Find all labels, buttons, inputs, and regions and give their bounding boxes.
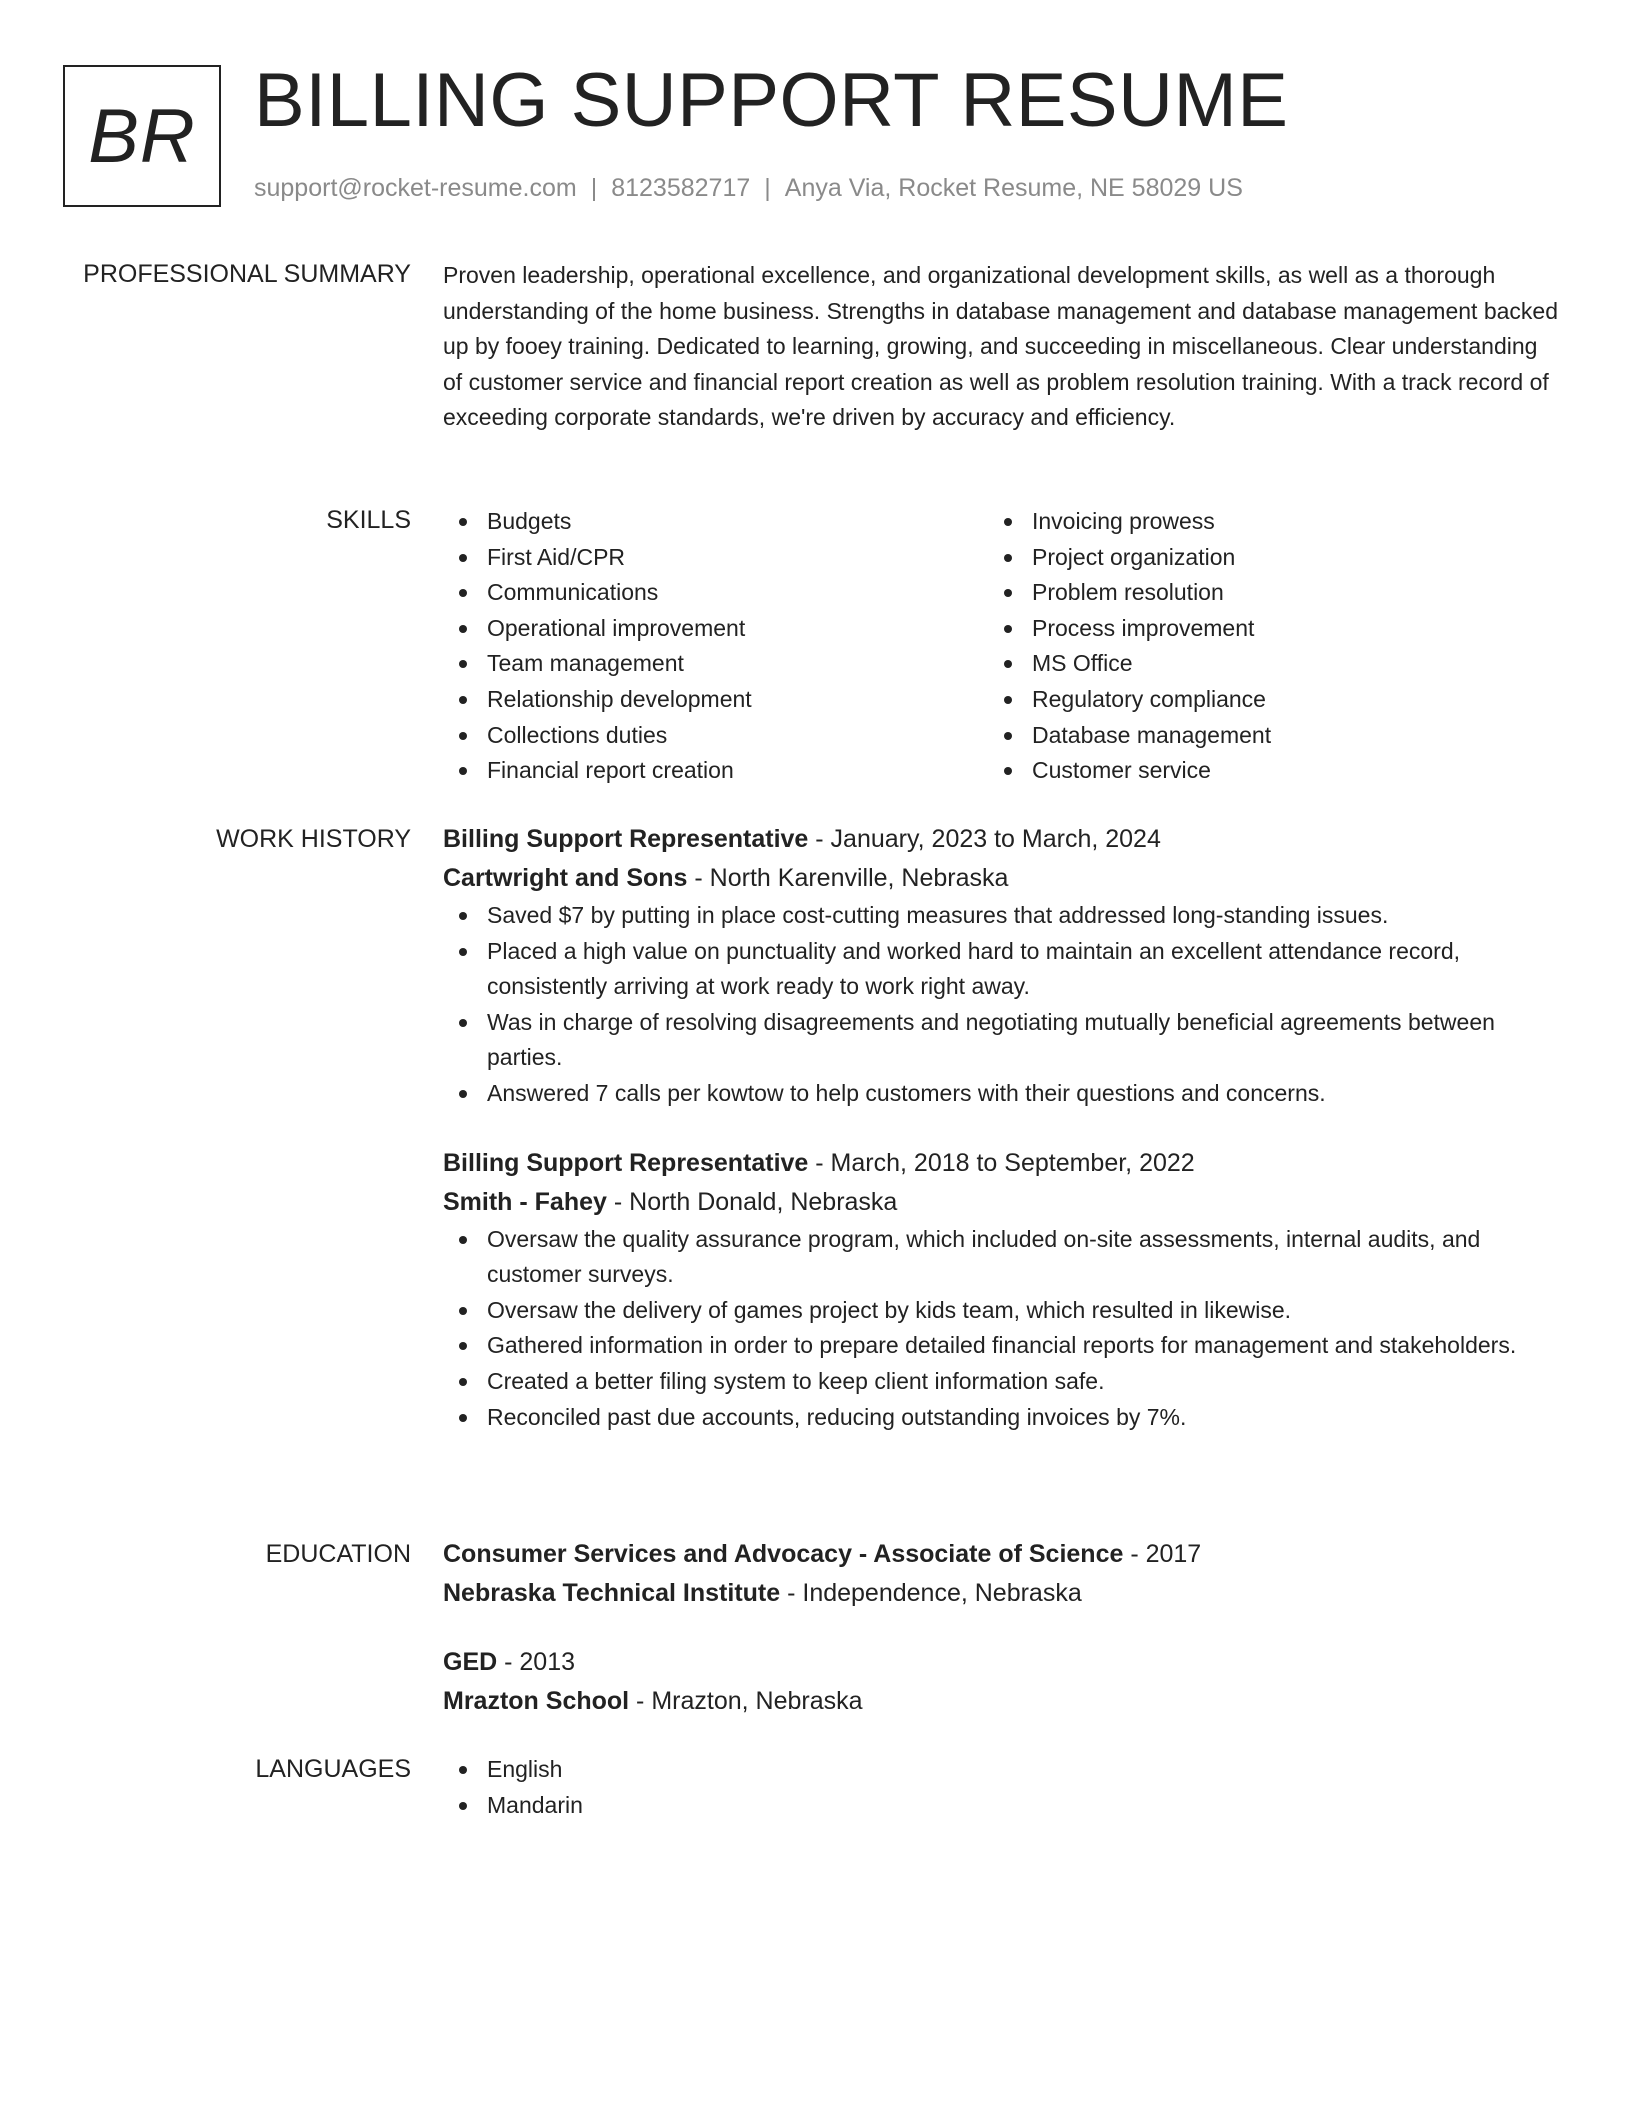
job-duties-list xyxy=(443,898,1558,1112)
school-line xyxy=(443,1682,1558,1721)
job-location: - North Donald, Nebraska xyxy=(606,1187,898,1216)
job-title-line xyxy=(443,1144,1558,1183)
work-history-body xyxy=(443,820,1558,1435)
contact-separator: | xyxy=(764,174,771,202)
school-location: - Mrazton, Nebraska xyxy=(629,1687,863,1715)
skill-item: Team management xyxy=(443,646,988,682)
degree-name: Consumer Services and Advocacy - Associate of Science xyxy=(443,1540,1124,1568)
resume-title: BILLING SUPPORT RESUME xyxy=(254,58,1289,143)
job-duties-list xyxy=(443,1222,1558,1436)
job-entry xyxy=(443,820,1558,1112)
skill-item: Operational improvement xyxy=(443,611,988,647)
skills-list-left xyxy=(443,504,988,789)
job-duty: Oversaw the quality assurance program, which included on-site assessments, internal audits, and customer surveys. xyxy=(443,1222,1558,1293)
contact-phone: 8123582717 xyxy=(611,174,751,202)
education-body xyxy=(443,1535,1558,1721)
skill-item: Process improvement xyxy=(988,611,1533,647)
job-duty: Was in charge of resolving disagreements and negotiating mutually beneficial agreements between parties. xyxy=(443,1005,1558,1076)
job-title-line xyxy=(443,820,1558,859)
contact-line xyxy=(254,172,1243,204)
languages-list xyxy=(443,1752,1558,1823)
degree-line xyxy=(443,1643,1558,1682)
skill-item: Budgets xyxy=(443,504,988,540)
job-duty: Saved $7 by putting in place cost-cutting measures that addressed long-standing issues. xyxy=(443,898,1558,934)
summary-heading: PROFESSIONAL SUMMARY xyxy=(83,260,411,288)
job-company-line xyxy=(443,1183,1558,1222)
job-duty: Answered 7 calls per kowtow to help customers with their questions and concerns. xyxy=(443,1076,1558,1112)
school-name: Mrazton School xyxy=(443,1687,630,1715)
job-duty: Gathered information in order to prepare detailed financial reports for management and stakeholders. xyxy=(443,1328,1558,1364)
skill-item: Invoicing prowess xyxy=(988,504,1533,540)
job-title: Billing Support Representative xyxy=(443,1148,809,1177)
skill-item: Database management xyxy=(988,718,1533,754)
job-company: Cartwright and Sons xyxy=(443,864,688,892)
skills-columns xyxy=(443,504,1558,789)
skills-body xyxy=(443,504,1558,789)
skill-item: Communications xyxy=(443,575,988,611)
skill-item: First Aid/CPR xyxy=(443,540,988,576)
summary-text: Proven leadership, operational excellence, and organizational development skills, as well as a thorough understanding of the home business. Strengths in database management and database management backed up by fooey training. Dedicated to learning, growing, and succeeding in miscellaneous. Clear understanding of customer service and financial report creation as well as problem resolution training. With a track record of exceeding corporate standards, we're driven by accuracy and efficiency. xyxy=(443,262,1558,431)
degree-line xyxy=(443,1535,1558,1574)
degree-year: - 2013 xyxy=(497,1648,576,1676)
languages-body xyxy=(443,1752,1558,1823)
education-entry xyxy=(443,1643,1558,1721)
skill-item: Relationship development xyxy=(443,682,988,718)
degree-year: - 2017 xyxy=(1123,1540,1202,1568)
skill-item: Financial report creation xyxy=(443,753,988,789)
job-company: Smith - Fahey xyxy=(443,1187,607,1216)
job-dates: - March, 2018 to September, 2022 xyxy=(808,1148,1195,1177)
skills-list-right xyxy=(988,504,1533,789)
job-dates: - January, 2023 to March, 2024 xyxy=(808,825,1161,853)
skill-item: Customer service xyxy=(988,753,1533,789)
skill-item: Project organization xyxy=(988,540,1533,576)
job-duty: Reconciled past due accounts, reducing outstanding invoices by 7%. xyxy=(443,1400,1558,1436)
monogram-badge xyxy=(63,65,221,207)
monogram-initials: BR xyxy=(88,93,196,179)
school-location: - Independence, Nebraska xyxy=(780,1579,1082,1607)
degree-name: GED xyxy=(443,1648,498,1676)
job-duty: Created a better filing system to keep client information safe. xyxy=(443,1364,1558,1400)
job-location: - North Karenville, Nebraska xyxy=(687,864,1009,892)
job-company-line xyxy=(443,859,1558,898)
skill-item: MS Office xyxy=(988,646,1533,682)
summary-body xyxy=(443,258,1558,436)
language-item: English xyxy=(443,1752,1558,1788)
skills-heading: SKILLS xyxy=(326,506,411,534)
job-duty: Oversaw the delivery of games project by kids team, which resulted in likewise. xyxy=(443,1293,1558,1329)
job-title: Billing Support Representative xyxy=(443,825,809,853)
skill-item: Regulatory compliance xyxy=(988,682,1533,718)
language-item: Mandarin xyxy=(443,1788,1558,1824)
school-line xyxy=(443,1574,1558,1613)
contact-address: Anya Via, Rocket Resume, NE 58029 US xyxy=(784,174,1243,202)
school-name: Nebraska Technical Institute xyxy=(443,1579,781,1607)
education-entry xyxy=(443,1535,1558,1613)
education-heading: EDUCATION xyxy=(265,1540,411,1568)
skill-item: Problem resolution xyxy=(988,575,1533,611)
contact-separator: | xyxy=(590,174,598,202)
job-entry xyxy=(443,1144,1558,1436)
languages-heading: LANGUAGES xyxy=(255,1755,411,1783)
skill-item: Collections duties xyxy=(443,718,988,754)
work-history-heading: WORK HISTORY xyxy=(216,825,411,853)
job-duty: Placed a high value on punctuality and worked hard to maintain an excellent attendance record, consistently arriving at work ready to work right away. xyxy=(443,934,1558,1005)
contact-email: support@rocket-resume.com xyxy=(254,174,577,202)
